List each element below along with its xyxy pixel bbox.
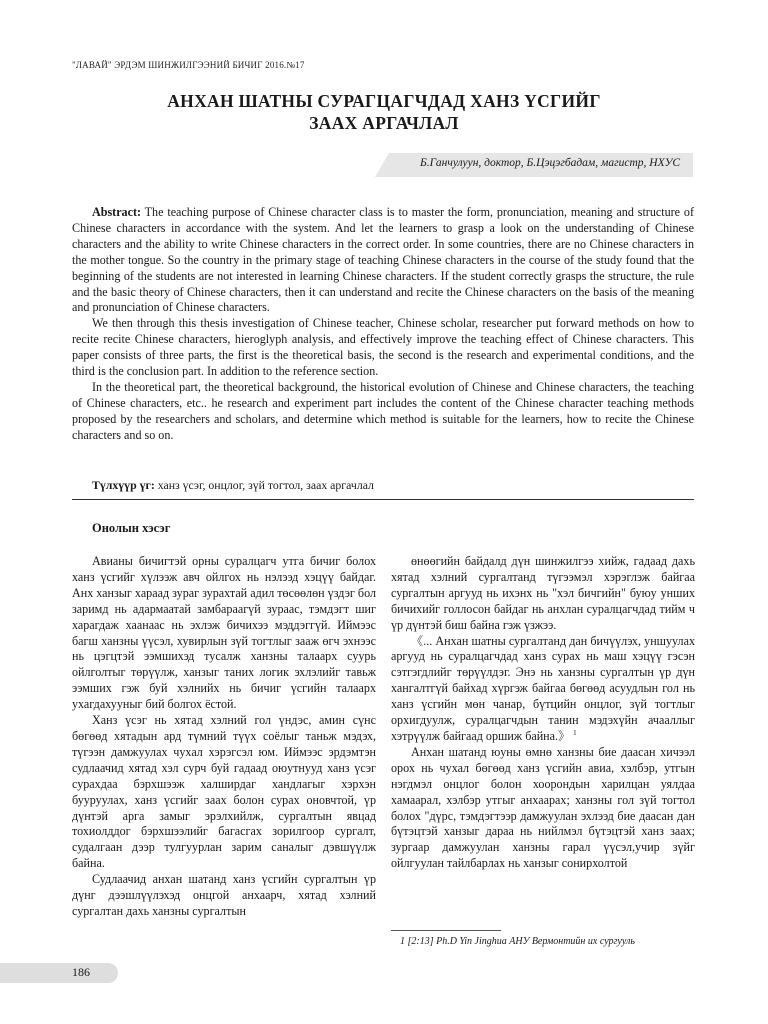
- page-number-tab: [0, 963, 118, 983]
- right-paragraph-1: өнөөгийн байдалд дүн шинжилгээ хийж, гадаад дахь хятад хэлний сургалтанд түгээмэл хэрэглэж байгаа сургалтын аргууд нь ихэнх нь "хэл бичгийн" буюу унших бичихийг голлосон байдаг нь анхлан суралцагчдад тийм ч үр дүнтэй биш байна гэж үзжээ.: [391, 554, 695, 632]
- title-line-2: ЗААХ АРГАЧЛАЛ: [309, 113, 459, 133]
- footnote: 1 [2:13] Ph.D Yin Jinghua АНУ Вермонтийн их сургууль: [400, 936, 635, 947]
- authors: Б.Ганчулуун, доктор, Б.Цэцэгбадам, магистр, НХУС: [419, 157, 680, 169]
- footnote-divider: [391, 930, 501, 931]
- footnote-reference[interactable]: 1: [573, 728, 577, 737]
- abstract-label: Abstract:: [92, 205, 142, 219]
- abstract-text-1: The teaching purpose of Chinese character class is to master the form, pronunciation, meaning and structure of Chinese characters in accordance with the system. And let the learners to grasp a look on the understanding of Chinese characters and the ability to write Chinese characters in the correct order. In some countries, there are no Chinese characters in the mother tongue. So the country in the primary stage of teaching Chinese characters in the course of the study found that the beginning of the students are not interested in learning Chinese characters. If the student correctly grasps the structure, the rule and the basic theory of Chinese characters, then it can understand and recite the Chinese characters on the basis of the meaning and pronunciation of Chinese characters.: [72, 205, 694, 315]
- abstract: [72, 205, 694, 444]
- keywords-label: Түлхүүр үг:: [92, 478, 155, 492]
- section-divider: [72, 499, 694, 500]
- right-column: [391, 554, 695, 872]
- journal-header: "ЛАВАЙ" ЭРДЭМ ШИНЖИЛГЭЭНИЙ БИЧИГ 2016.№17: [72, 60, 305, 70]
- left-paragraph-3: Судлаачид анхан шатанд ханз үсгийн сургалтын үр дүнг дээшлүүлэхэд онцгой анхаарч, хятад хэлний сургалтан дахь ханзны сургалтын: [72, 872, 376, 918]
- title-line-1: АНХАН ШАТНЫ СУРАГЦАГЧДАД ХАНЗ ҮСГИЙГ: [167, 91, 601, 111]
- abstract-paragraph-3: In the theoretical part, the theoretical background, the historical evolution of Chinese and Chinese characters, the teaching of Chinese characters, etc.. he research and experiment part includes the content of the Chinese character teaching methods proposed by the researchers and scholars, and determine which method is suitable for the learners, how to recite the Chinese characters and so on.: [72, 379, 694, 442]
- abstract-paragraph-1: [72, 205, 694, 316]
- article-title: [60, 90, 708, 134]
- right-paragraph-2: [391, 634, 695, 745]
- abstract-paragraph-2: We then through this thesis investigation of Chinese teacher, Chinese scholar, researcher put forward methods on how to recite recite Chinese characters, hieroglyph analysis, and effectively improve the teaching effect of Chinese characters. This paper consists of three parts, the first is the theoretical basis, the second is the research and experimental conditions, and the third is the conclusion part. In addition to the reference section.: [72, 316, 694, 379]
- left-paragraph-2: Ханз үсэг нь хятад хэлний гол үндэс, амин сүнс бөгөөд хятадын ард түмний түүх соёлыг таньж мэдэх, түгээн дамжуулах чухал хэрэгсэл юм. Иймээс эрдэмтэн судлаачид хятад хэл сурч буй гадаад оюутнууд ханз үсэг сурахдаа бэрхшээж халширдаг хандлагыг хэрхэн бууруулах, ханз үсгийг заах болон сурах оновчтой, үр дүнтэй арга замыг эрэлхийлж, сургалтын явцад тохиолддог бэрхшээлийг багасгах зорилгоор сургалт, судалгаан дээр тулгуурлан зарим саналыг дэвшүүлж байна.: [72, 713, 376, 871]
- section-title: Онолын хэсэг: [92, 521, 171, 535]
- left-column: [72, 554, 376, 920]
- quote-text: 《... Анхан шатны сургалтанд дан бичүүлэх, уншуулах аргууд нь суралцагчдад ханз сурах нь маш хэцүү гэсэн сэтгэгдлийг төрүүлдэг. Энэ нь ханзны сургалтын үр дүн хангалтгүй байхад хүргэж байгаа бөгөөд асуудлын гол нь ханз үсгийн мөн чанар, бүтцийн онцлог, зүй тогтлыг орхигдуулж, суралцагчдын танин мэдэхүйн ачааллыг хэтрүүлж байгаад оршиж байна.》: [391, 633, 695, 743]
- keywords: [92, 478, 374, 493]
- keywords-text: ханз үсэг, онцлог, зүй тогтол, заах аргачлал: [157, 478, 374, 492]
- page-number: 186: [72, 965, 90, 979]
- left-paragraph-1: Авианы бичигтэй орны суралцагч утга бичиг болох ханз үсгийг хүлээж авч ойлгох нь нэлээд хэцүү байдаг. Анх ханзыг хараад зураг зурахтай адил төсөөлөн үздэг бол заримд нь адармаатай замбараагүй зураас, тэмдэгт шиг харагдаж хаанаас нь эхлэж бичихээ мэддэггүй. Иймээс багш ханзны үүсэл, хувирлын зүй тогтлыг зааж өгч эхнээс нь цэгцтэй ээмшихэд тусалж ханзны талаарх суурь ойлголтыг төрүүлж, ханзыг таних логик эхлэлийг тавьж ээмших гэж буй хэлнийх нь бичиг үсгийн талаарх ухагдахууныг бий болгох ёстой.: [72, 554, 376, 712]
- right-paragraph-3: Анхан шатанд юуны өмнө ханзны бие даасан хичээл орох нь чухал бөгөөд ханз үсгийн авиа, хэлбэр, утгын нэгдмэл онцлог болон хоорондын харилцан уялдаа хамаарал, хэлбэр утгыг анхаарах; ханзны гол зүй тогтол болох "дүрс, тэмдэгтээр дамжуулан эхлээд бие даасан дан бүтэцтэй ханзыг дараа нь нийлмэл бүтэцтэй ханз заах; зургаар дамжуулан ханзны гарал үүсэл,учир зүйг ойлгуулан тайлбарлах нь ханзыг сонирхолтой: [391, 744, 695, 871]
